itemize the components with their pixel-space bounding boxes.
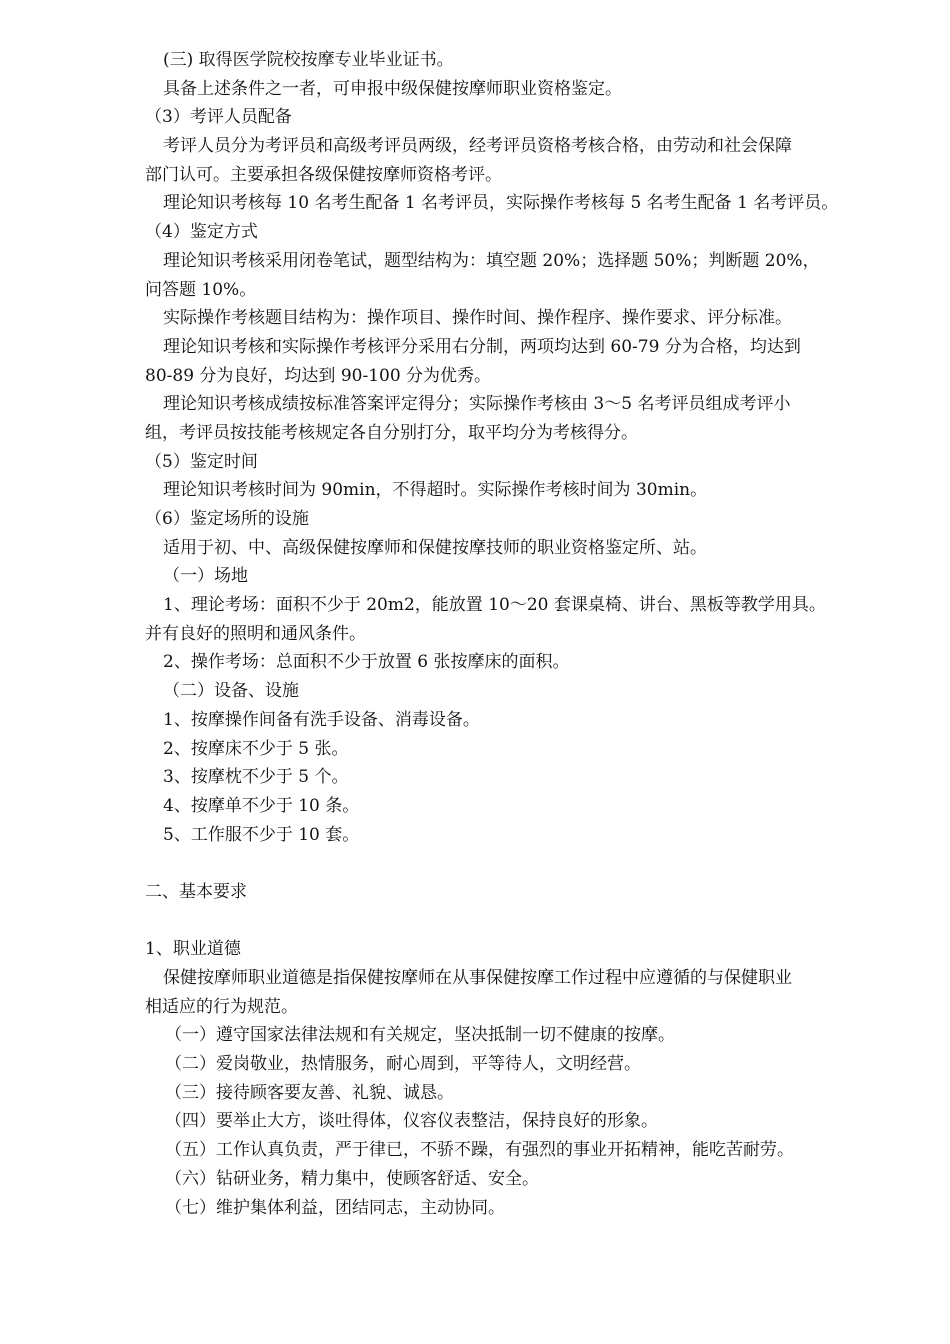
text-line: 适用于初、中、高级保健按摩师和保健按摩技师的职业资格鉴定所、站。 [163, 537, 707, 558]
text-line: 并有良好的照明和通风条件。 [145, 623, 366, 644]
text-line: 保健按摩师职业道德是指保健按摩师在从事保健按摩工作过程中应遵循的与保健职业 [163, 968, 792, 988]
text-line: 80-89 分为良好，均达到 90-100 分为优秀。 [145, 365, 492, 386]
section-heading: （5）鉴定时间 [145, 451, 258, 472]
list-item: 1、按摩操作间备有洗手设备、消毒设备。 [163, 709, 480, 730]
text-line: 相适应的行为规范。 [145, 996, 298, 1017]
chapter-heading: 二、基本要求 [145, 881, 247, 902]
list-item: （六）钻研业务，精力集中，使顾客舒适、安全。 [165, 1168, 539, 1189]
list-item: （七）维护集体利益，团结同志，主动协同。 [165, 1197, 505, 1218]
list-item: （四）要举止大方，谈吐得体，仪容仪表整洁，保持良好的形象。 [165, 1111, 658, 1132]
text-line: 理论知识考核和实际操作考核评分采用右分制，两项均达到 60-79 分为合格，均达到 [163, 336, 801, 357]
list-item: 4、按摩单不少于 10 条。 [163, 795, 360, 816]
text-line: 部门认可。主要承担各级保健按摩师资格考评。 [145, 164, 502, 185]
text-line: 理论知识考核成绩按标准答案评定得分；实际操作考核由 3～5 名考评员组成考评小 [163, 394, 791, 415]
text-line: 问答题 10%。 [145, 279, 257, 300]
subsection-heading: （一）场地 [163, 566, 248, 587]
subsection-heading: （二）设备、设施 [163, 681, 299, 702]
list-item: 3、按摩枕不少于 5 个。 [163, 767, 349, 788]
text-line: 实际操作考核题目结构为：操作项目、操作时间、操作程序、操作要求、评分标准。 [163, 308, 792, 329]
text-line: 理论知识考核每 10 名考生配备 1 名考评员，实际操作考核每 5 名考生配备 1 名考评员。 [163, 193, 839, 214]
list-item: 5、工作服不少于 10 套。 [163, 824, 360, 845]
text-line: 2、操作考场：总面积不少于放置 6 张按摩床的面积。 [163, 652, 570, 673]
text-line: 组，考评员按技能考核规定各自分别打分，取平均分为考核得分。 [145, 422, 638, 443]
list-item: （一）遵守国家法律法规和有关规定，坚决抵制一切不健康的按摩。 [165, 1025, 675, 1046]
blank-line [145, 849, 890, 878]
text-line: 理论知识考核采用闭卷笔试，题型结构为：填空题 20%；选择题 50%；判断题 20%， [163, 250, 820, 271]
list-item: （二）爱岗敬业，热情服务，耐心周到，平等待人，文明经营。 [165, 1054, 641, 1075]
section-heading: （4）鉴定方式 [145, 222, 258, 243]
text-line: (三) 取得医学院校按摩专业毕业证书。 [163, 50, 454, 70]
text-line: 考评人员分为考评员和高级考评员两级，经考评员资格考核合格，由劳动和社会保障 [163, 136, 792, 157]
section-heading: （6）鉴定场所的设施 [145, 509, 309, 529]
list-item: （五）工作认真负责，严于律已，不骄不躁，有强烈的事业开拓精神，能吃苦耐劳。 [165, 1140, 794, 1161]
text-line: 理论知识考核时间为 90min，不得超时。实际操作考核时间为 30min。 [163, 480, 708, 501]
list-item: （三）接待顾客要友善、礼貌、诚恳。 [165, 1082, 454, 1103]
section-heading: （3）考评人员配备 [145, 107, 292, 128]
document-body [145, 46, 890, 1222]
blank-line [145, 907, 890, 936]
text-line: 1、理论考场：面积不少于 20m2，能放置 10～20 套课桌椅、讲台、黑板等教学用具。 [163, 595, 826, 616]
list-item: 2、按摩床不少于 5 张。 [163, 738, 349, 759]
text-line: 具备上述条件之一者，可申报中级保健按摩师职业资格鉴定。 [163, 78, 622, 99]
section-heading: 1、职业道德 [145, 939, 241, 960]
